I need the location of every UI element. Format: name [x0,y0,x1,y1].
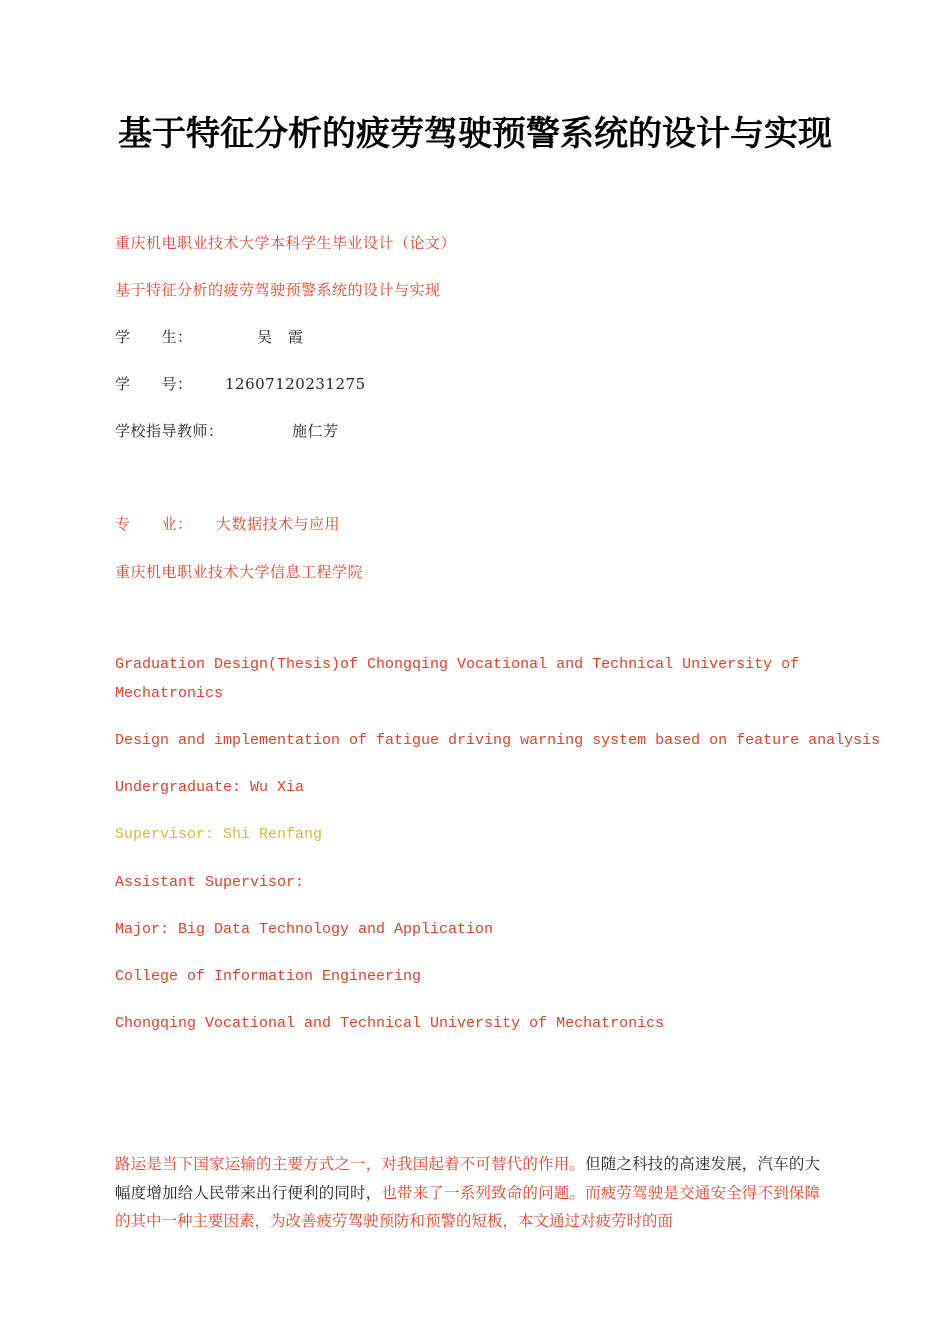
student-label: 学 生： [115,328,193,346]
major-row [115,514,340,534]
abstract-segment-2: 但随之科技的高速发展，汽车的大幅度增加给人民带来出行便利的同时， [115,1155,820,1202]
abstract-segment-1: 路运是当下国家运输的主要方式之一，对我国起着不可替代的作用。 [115,1155,586,1173]
advisor-row [115,421,339,441]
undergraduate-line: Undergraduate: Wu Xia [115,779,305,796]
assistant-supervisor-line: Assistant Supervisor: [115,874,305,891]
graduation-line-2: Mechatronics [115,685,224,702]
major-label: 专 业： [115,515,193,533]
student-row [115,327,304,347]
student-id-label: 学 号： [115,375,193,393]
graduation-line-1: Graduation Design(Thesis)of Chongqing Vocational and Technical University of [115,656,800,673]
thesis-title-cn: 基于特征分析的疲劳驾驶预警系统的设计与实现 [115,281,441,299]
student-name: 吴 霞 [257,328,304,346]
major-name: 大数据技术与应用 [216,515,341,533]
advisor-name: 施仁芳 [292,422,339,440]
college-en-line: College of Information Engineering [115,968,422,985]
advisor-label: 学校指导教师： [115,422,224,440]
student-id: 12607120231275 [225,375,366,393]
abstract-segment-4: 而疲劳驾驶是交通安全得不到保障的其中一种主要因素，为改善疲劳驾驶预防和预警的短板，本文通过对疲劳时的面 [115,1183,820,1230]
abstract-paragraph [115,1150,820,1236]
major-en-line: Major: Big Data Technology and Application [115,921,494,938]
abstract-segment-3: 也带来了一系列致命的问题。 [381,1183,586,1202]
university-thesis-line: 重庆机电职业技术大学本科学生毕业设计（论文） [115,234,457,252]
student-id-row [115,374,366,394]
college-cn: 重庆机电职业技术大学信息工程学院 [115,563,364,581]
supervisor-line: Supervisor: Shi Renfang [115,826,323,843]
document-title: 基于特征分析的疲劳驾驶预警系统的设计与实现 [118,114,832,154]
university-en-line: Chongqing Vocational and Technical University of Mechatronics [115,1015,665,1032]
thesis-title-en: Design and implementation of fatigue driving warning system based on feature analysis [115,732,881,749]
